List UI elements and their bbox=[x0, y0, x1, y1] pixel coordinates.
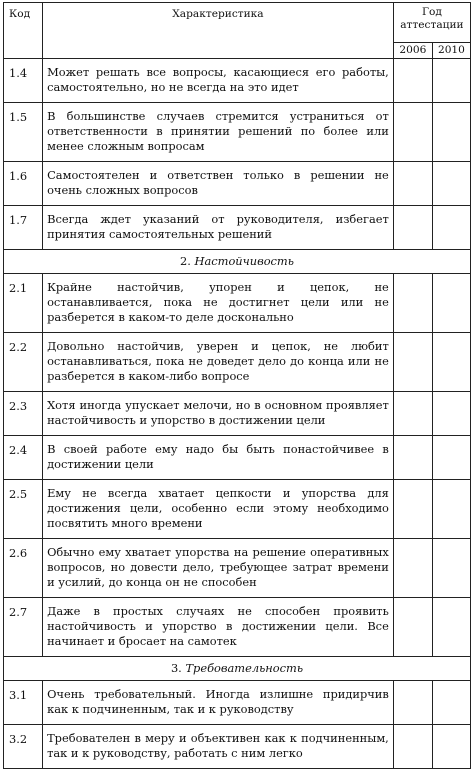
header-characteristic: Характеристика bbox=[43, 3, 394, 59]
row-year-2010-cell bbox=[432, 681, 470, 725]
row-year-2010-cell bbox=[432, 598, 470, 657]
row-year-2006-cell bbox=[393, 162, 432, 206]
row-characteristic: Крайне настойчив, упорен и цепок, не останавливается, пока не достигнет цели или не разберется в каком-то деле досконально bbox=[43, 274, 394, 333]
row-code: 2.1 bbox=[4, 274, 43, 333]
row-year-2006-cell bbox=[393, 539, 432, 598]
section-title: Требовательность bbox=[185, 661, 304, 675]
row-year-2006-cell bbox=[393, 103, 432, 162]
row-year-2010-cell bbox=[432, 333, 470, 392]
row-year-2010-cell bbox=[432, 206, 470, 250]
row-code: 1.5 bbox=[4, 103, 43, 162]
row-characteristic: Хотя иногда упускает мелочи, но в основном проявляет настойчивость и упорство в достижении цели bbox=[43, 392, 394, 436]
row-year-2010-cell bbox=[432, 392, 470, 436]
table-row bbox=[4, 725, 471, 769]
header-year-2006: 2006 bbox=[393, 43, 432, 59]
row-year-2010-cell bbox=[432, 103, 470, 162]
section-title: Настойчивость bbox=[194, 254, 294, 268]
row-year-2006-cell bbox=[393, 480, 432, 539]
row-characteristic: Может решать все вопросы, касающиеся его работы, самостоятельно, но не всегда на это идет bbox=[43, 59, 394, 103]
row-year-2010-cell bbox=[432, 274, 470, 333]
table-row bbox=[4, 436, 471, 480]
row-code: 3.2 bbox=[4, 725, 43, 769]
row-characteristic: Самостоятелен и ответствен только в решении не очень сложных вопросов bbox=[43, 162, 394, 206]
row-code: 2.2 bbox=[4, 333, 43, 392]
row-code: 2.5 bbox=[4, 480, 43, 539]
table-row bbox=[4, 392, 471, 436]
row-characteristic: Требователен в меру и объективен как к подчиненным, так и к руководству, работать с ним легко bbox=[43, 725, 394, 769]
table-row bbox=[4, 598, 471, 657]
row-year-2010-cell bbox=[432, 539, 470, 598]
row-year-2010-cell bbox=[432, 162, 470, 206]
row-characteristic: В большинстве случаев стремится устраниться от ответственности в принятии решений по более или менее сложным вопросам bbox=[43, 103, 394, 162]
row-year-2006-cell bbox=[393, 206, 432, 250]
header-code: Код bbox=[4, 3, 43, 59]
row-year-2006-cell bbox=[393, 59, 432, 103]
row-year-2006-cell bbox=[393, 392, 432, 436]
row-year-2006-cell bbox=[393, 333, 432, 392]
section-number: 3. bbox=[170, 661, 182, 675]
row-year-2006-cell bbox=[393, 598, 432, 657]
section-number: 2. bbox=[180, 254, 191, 268]
row-year-2006-cell bbox=[393, 274, 432, 333]
table-row bbox=[4, 333, 471, 392]
table-row bbox=[4, 162, 471, 206]
table-row bbox=[4, 480, 471, 539]
row-year-2006-cell bbox=[393, 436, 432, 480]
section-heading-demandingness bbox=[4, 657, 471, 681]
table-row bbox=[4, 206, 471, 250]
table-row bbox=[4, 59, 471, 103]
row-code: 1.6 bbox=[4, 162, 43, 206]
row-year-2010-cell bbox=[432, 725, 470, 769]
row-characteristic: Очень требовательный. Иногда излишне придирчив как к подчиненным, так и к руководству bbox=[43, 681, 394, 725]
table-row bbox=[4, 103, 471, 162]
row-characteristic: Обычно ему хватает упорства на решение оперативных вопросов, но довести дело, требующее затрат времени и усилий, до конца он не способен bbox=[43, 539, 394, 598]
row-code: 2.4 bbox=[4, 436, 43, 480]
attestation-table bbox=[3, 2, 471, 769]
row-code: 1.4 bbox=[4, 59, 43, 103]
row-code: 2.3 bbox=[4, 392, 43, 436]
row-year-2006-cell bbox=[393, 681, 432, 725]
row-code: 2.7 bbox=[4, 598, 43, 657]
row-year-2010-cell bbox=[432, 59, 470, 103]
row-characteristic: Всегда ждет указаний от руководителя, избегает принятия самостоятельных решений bbox=[43, 206, 394, 250]
row-year-2006-cell bbox=[393, 725, 432, 769]
row-characteristic: Довольно настойчив, уверен и цепок, не любит останавливаться, пока не доведет дело до конца или не разберется в каком-либо вопросе bbox=[43, 333, 394, 392]
row-year-2010-cell bbox=[432, 436, 470, 480]
row-code: 1.7 bbox=[4, 206, 43, 250]
table-row bbox=[4, 681, 471, 725]
section-heading-persistence bbox=[4, 250, 471, 274]
table-row bbox=[4, 539, 471, 598]
row-characteristic: Ему не всегда хватает цепкости и упорства для достижения цели, особенно если этому необходимо посвятить много времени bbox=[43, 480, 394, 539]
row-code: 3.1 bbox=[4, 681, 43, 725]
table-row bbox=[4, 274, 471, 333]
row-characteristic: В своей работе ему надо бы быть понастойчивее в достижении цели bbox=[43, 436, 394, 480]
row-characteristic: Даже в простых случаях не способен проявить настойчивость и упорство в достижении цели. Все начинает и бросает на самотек bbox=[43, 598, 394, 657]
row-code: 2.6 bbox=[4, 539, 43, 598]
header-year-2010: 2010 bbox=[432, 43, 470, 59]
row-year-2010-cell bbox=[432, 480, 470, 539]
header-year-group: Год аттестации bbox=[393, 3, 470, 43]
